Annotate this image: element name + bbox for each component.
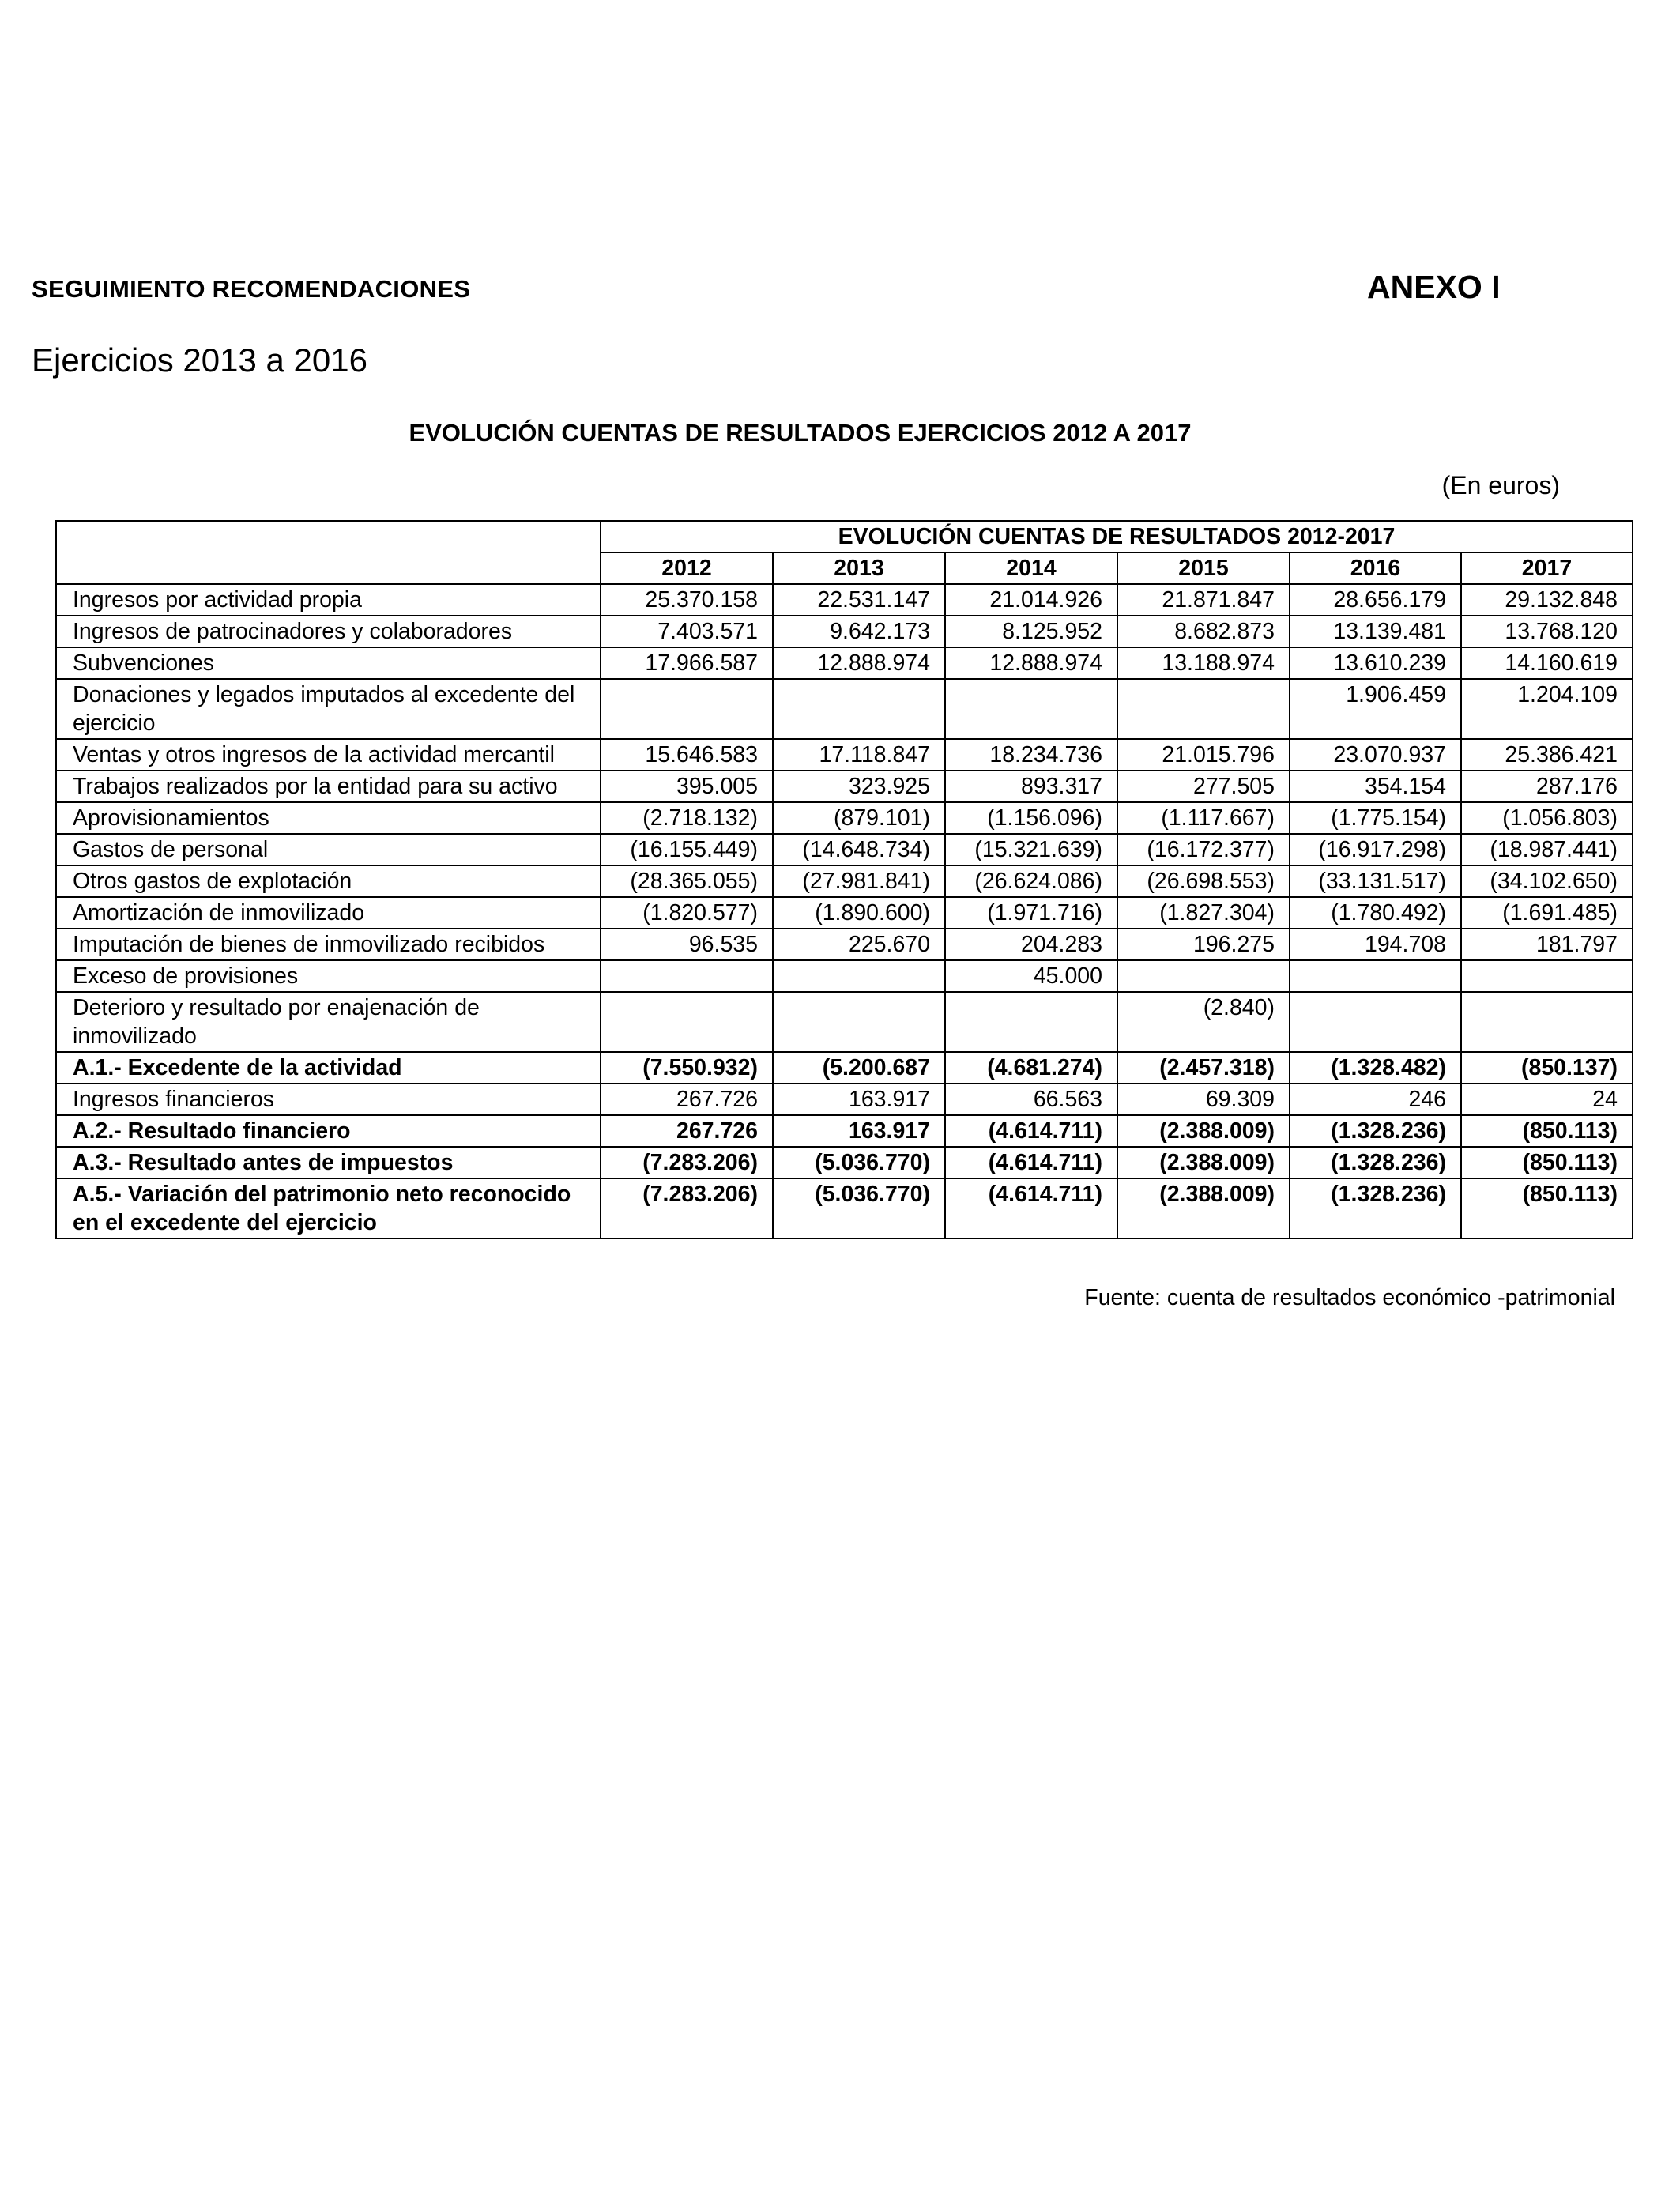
- value-cell: 13.768.120: [1461, 616, 1633, 647]
- value-cell: 323.925: [773, 771, 945, 802]
- concept-cell: A.5.- Variación del patrimonio neto reconocido en el excedente del ejercicio: [56, 1178, 601, 1238]
- table-row: [56, 865, 1633, 897]
- value-cell: (18.987.441): [1461, 834, 1633, 865]
- value-cell: 287.176: [1461, 771, 1633, 802]
- group-header-row: [56, 521, 1633, 552]
- value-cell: 24: [1461, 1084, 1633, 1115]
- concept-cell: A.1.- Excedente de la actividad: [56, 1052, 601, 1084]
- year-header-cell: 2014: [945, 552, 1117, 584]
- concept-cell: Ingresos de patrocinadores y colaboradores: [56, 616, 601, 647]
- value-cell: (1.890.600): [773, 897, 945, 929]
- value-cell: (850.113): [1461, 1115, 1633, 1147]
- value-cell: (850.137): [1461, 1052, 1633, 1084]
- value-cell: 15.646.583: [601, 739, 773, 771]
- value-cell: [1117, 960, 1290, 992]
- year-header-cell: 2013: [773, 552, 945, 584]
- value-cell: (28.365.055): [601, 865, 773, 897]
- value-cell: 893.317: [945, 771, 1117, 802]
- value-cell: (1.056.803): [1461, 802, 1633, 834]
- concept-cell: Ingresos financieros: [56, 1084, 601, 1115]
- source-note: Fuente: cuenta de resultados económico -patrimonial: [1084, 1285, 1615, 1310]
- value-cell: (1.691.485): [1461, 897, 1633, 929]
- value-cell: (5.200.687: [773, 1052, 945, 1084]
- value-cell: 246: [1290, 1084, 1461, 1115]
- value-cell: 21.015.796: [1117, 739, 1290, 771]
- value-cell: (1.156.096): [945, 802, 1117, 834]
- table-row: [56, 771, 1633, 802]
- table-row: [56, 1178, 1633, 1238]
- value-cell: 1.204.109: [1461, 679, 1633, 739]
- value-cell: [1290, 992, 1461, 1052]
- value-cell: (7.550.932): [601, 1052, 773, 1084]
- value-cell: 7.403.571: [601, 616, 773, 647]
- value-cell: [1117, 679, 1290, 739]
- table-row: [56, 616, 1633, 647]
- concept-cell: Ventas y otros ingresos de la actividad mercantil: [56, 739, 601, 771]
- value-cell: (2.388.009): [1117, 1147, 1290, 1178]
- year-header-cell: 2015: [1117, 552, 1290, 584]
- concept-cell: A.3.- Resultado antes de impuestos: [56, 1147, 601, 1178]
- value-cell: 25.386.421: [1461, 739, 1633, 771]
- value-cell: (2.388.009): [1117, 1178, 1290, 1238]
- value-cell: 8.682.873: [1117, 616, 1290, 647]
- value-cell: [601, 679, 773, 739]
- table-row: [56, 992, 1633, 1052]
- value-cell: 196.275: [1117, 929, 1290, 960]
- annex-label: ANEXO I: [1367, 269, 1501, 305]
- currency-units: (En euros): [1441, 471, 1560, 499]
- value-cell: (15.321.639): [945, 834, 1117, 865]
- concept-cell: Deterioro y resultado por enajenación de inmovilizado: [56, 992, 601, 1052]
- exercise-subtitle: Ejercicios 2013 a 2016: [32, 341, 367, 379]
- value-cell: (879.101): [773, 802, 945, 834]
- value-cell: [601, 960, 773, 992]
- value-cell: [773, 679, 945, 739]
- value-cell: 66.563: [945, 1084, 1117, 1115]
- value-cell: (2.457.318): [1117, 1052, 1290, 1084]
- value-cell: 163.917: [773, 1115, 945, 1147]
- value-cell: 225.670: [773, 929, 945, 960]
- value-cell: (27.981.841): [773, 865, 945, 897]
- value-cell: 277.505: [1117, 771, 1290, 802]
- value-cell: (16.917.298): [1290, 834, 1461, 865]
- table-header: [56, 521, 1633, 584]
- value-cell: 21.871.847: [1117, 584, 1290, 616]
- table-body: [56, 584, 1633, 1238]
- value-cell: 14.160.619: [1461, 647, 1633, 679]
- concept-cell: Donaciones y legados imputados al excedente del ejercicio: [56, 679, 601, 739]
- value-cell: 17.966.587: [601, 647, 773, 679]
- value-cell: (1.117.667): [1117, 802, 1290, 834]
- value-cell: (4.614.711): [945, 1115, 1117, 1147]
- table-row: [56, 929, 1633, 960]
- value-cell: (16.172.377): [1117, 834, 1290, 865]
- value-cell: 28.656.179: [1290, 584, 1461, 616]
- concept-cell: Imputación de bienes de inmovilizado recibidos: [56, 929, 601, 960]
- value-cell: (1.820.577): [601, 897, 773, 929]
- table-row: [56, 1084, 1633, 1115]
- value-cell: [945, 679, 1117, 739]
- value-cell: [1290, 960, 1461, 992]
- value-cell: 267.726: [601, 1084, 773, 1115]
- section-heading: SEGUIMIENTO RECOMENDACIONES: [32, 275, 471, 303]
- value-cell: 204.283: [945, 929, 1117, 960]
- value-cell: [773, 960, 945, 992]
- value-cell: [601, 992, 773, 1052]
- value-cell: (34.102.650): [1461, 865, 1633, 897]
- table-title: EVOLUCIÓN CUENTAS DE RESULTADOS EJERCICIOS 2012 A 2017: [409, 419, 1192, 447]
- value-cell: (850.113): [1461, 1147, 1633, 1178]
- value-cell: 18.234.736: [945, 739, 1117, 771]
- value-cell: (26.698.553): [1117, 865, 1290, 897]
- table-row: [56, 679, 1633, 739]
- results-table: [55, 520, 1633, 1239]
- value-cell: (7.283.206): [601, 1178, 773, 1238]
- concept-cell: Trabajos realizados por la entidad para su activo: [56, 771, 601, 802]
- value-cell: (2.718.132): [601, 802, 773, 834]
- table-row: [56, 1115, 1633, 1147]
- value-cell: (5.036.770): [773, 1147, 945, 1178]
- table-row: [56, 897, 1633, 929]
- value-cell: 194.708: [1290, 929, 1461, 960]
- value-cell: (1.328.482): [1290, 1052, 1461, 1084]
- value-cell: (16.155.449): [601, 834, 773, 865]
- value-cell: 1.906.459: [1290, 679, 1461, 739]
- value-cell: [1461, 960, 1633, 992]
- value-cell: (1.328.236): [1290, 1178, 1461, 1238]
- value-cell: (1.827.304): [1117, 897, 1290, 929]
- year-header-cell: 2016: [1290, 552, 1461, 584]
- value-cell: 12.888.974: [773, 647, 945, 679]
- value-cell: 181.797: [1461, 929, 1633, 960]
- value-cell: 13.139.481: [1290, 616, 1461, 647]
- value-cell: 21.014.926: [945, 584, 1117, 616]
- value-cell: (2.840): [1117, 992, 1290, 1052]
- group-header-cell: EVOLUCIÓN CUENTAS DE RESULTADOS 2012-2017: [601, 521, 1633, 552]
- empty-header-cell: [56, 521, 601, 584]
- concept-cell: Amortización de inmovilizado: [56, 897, 601, 929]
- value-cell: (4.614.711): [945, 1147, 1117, 1178]
- value-cell: (4.681.274): [945, 1052, 1117, 1084]
- value-cell: 25.370.158: [601, 584, 773, 616]
- value-cell: (4.614.711): [945, 1178, 1117, 1238]
- value-cell: 22.531.147: [773, 584, 945, 616]
- value-cell: [945, 992, 1117, 1052]
- concept-cell: Ingresos por actividad propia: [56, 584, 601, 616]
- year-header-cell: 2017: [1461, 552, 1633, 584]
- value-cell: (5.036.770): [773, 1178, 945, 1238]
- concept-cell: Otros gastos de explotación: [56, 865, 601, 897]
- value-cell: 9.642.173: [773, 616, 945, 647]
- table-row: [56, 834, 1633, 865]
- value-cell: (1.971.716): [945, 897, 1117, 929]
- value-cell: [1461, 992, 1633, 1052]
- value-cell: [773, 992, 945, 1052]
- table-row: [56, 960, 1633, 992]
- value-cell: 354.154: [1290, 771, 1461, 802]
- table-row: [56, 802, 1633, 834]
- value-cell: (1.780.492): [1290, 897, 1461, 929]
- table-row: [56, 1147, 1633, 1178]
- value-cell: 23.070.937: [1290, 739, 1461, 771]
- value-cell: 163.917: [773, 1084, 945, 1115]
- value-cell: 29.132.848: [1461, 584, 1633, 616]
- value-cell: 69.309: [1117, 1084, 1290, 1115]
- value-cell: (1.775.154): [1290, 802, 1461, 834]
- value-cell: (33.131.517): [1290, 865, 1461, 897]
- value-cell: 8.125.952: [945, 616, 1117, 647]
- value-cell: 13.188.974: [1117, 647, 1290, 679]
- value-cell: 17.118.847: [773, 739, 945, 771]
- concept-cell: Exceso de provisiones: [56, 960, 601, 992]
- concept-cell: Gastos de personal: [56, 834, 601, 865]
- table-row: [56, 584, 1633, 616]
- value-cell: (2.388.009): [1117, 1115, 1290, 1147]
- value-cell: (26.624.086): [945, 865, 1117, 897]
- table-row: [56, 739, 1633, 771]
- value-cell: 13.610.239: [1290, 647, 1461, 679]
- table-row: [56, 1052, 1633, 1084]
- value-cell: 96.535: [601, 929, 773, 960]
- value-cell: 12.888.974: [945, 647, 1117, 679]
- value-cell: 267.726: [601, 1115, 773, 1147]
- value-cell: (14.648.734): [773, 834, 945, 865]
- value-cell: (850.113): [1461, 1178, 1633, 1238]
- value-cell: 395.005: [601, 771, 773, 802]
- value-cell: (1.328.236): [1290, 1147, 1461, 1178]
- value-cell: 45.000: [945, 960, 1117, 992]
- year-header-cell: 2012: [601, 552, 773, 584]
- concept-cell: Subvenciones: [56, 647, 601, 679]
- concept-cell: Aprovisionamientos: [56, 802, 601, 834]
- value-cell: (1.328.236): [1290, 1115, 1461, 1147]
- value-cell: (7.283.206): [601, 1147, 773, 1178]
- concept-cell: A.2.- Resultado financiero: [56, 1115, 601, 1147]
- table-row: [56, 647, 1633, 679]
